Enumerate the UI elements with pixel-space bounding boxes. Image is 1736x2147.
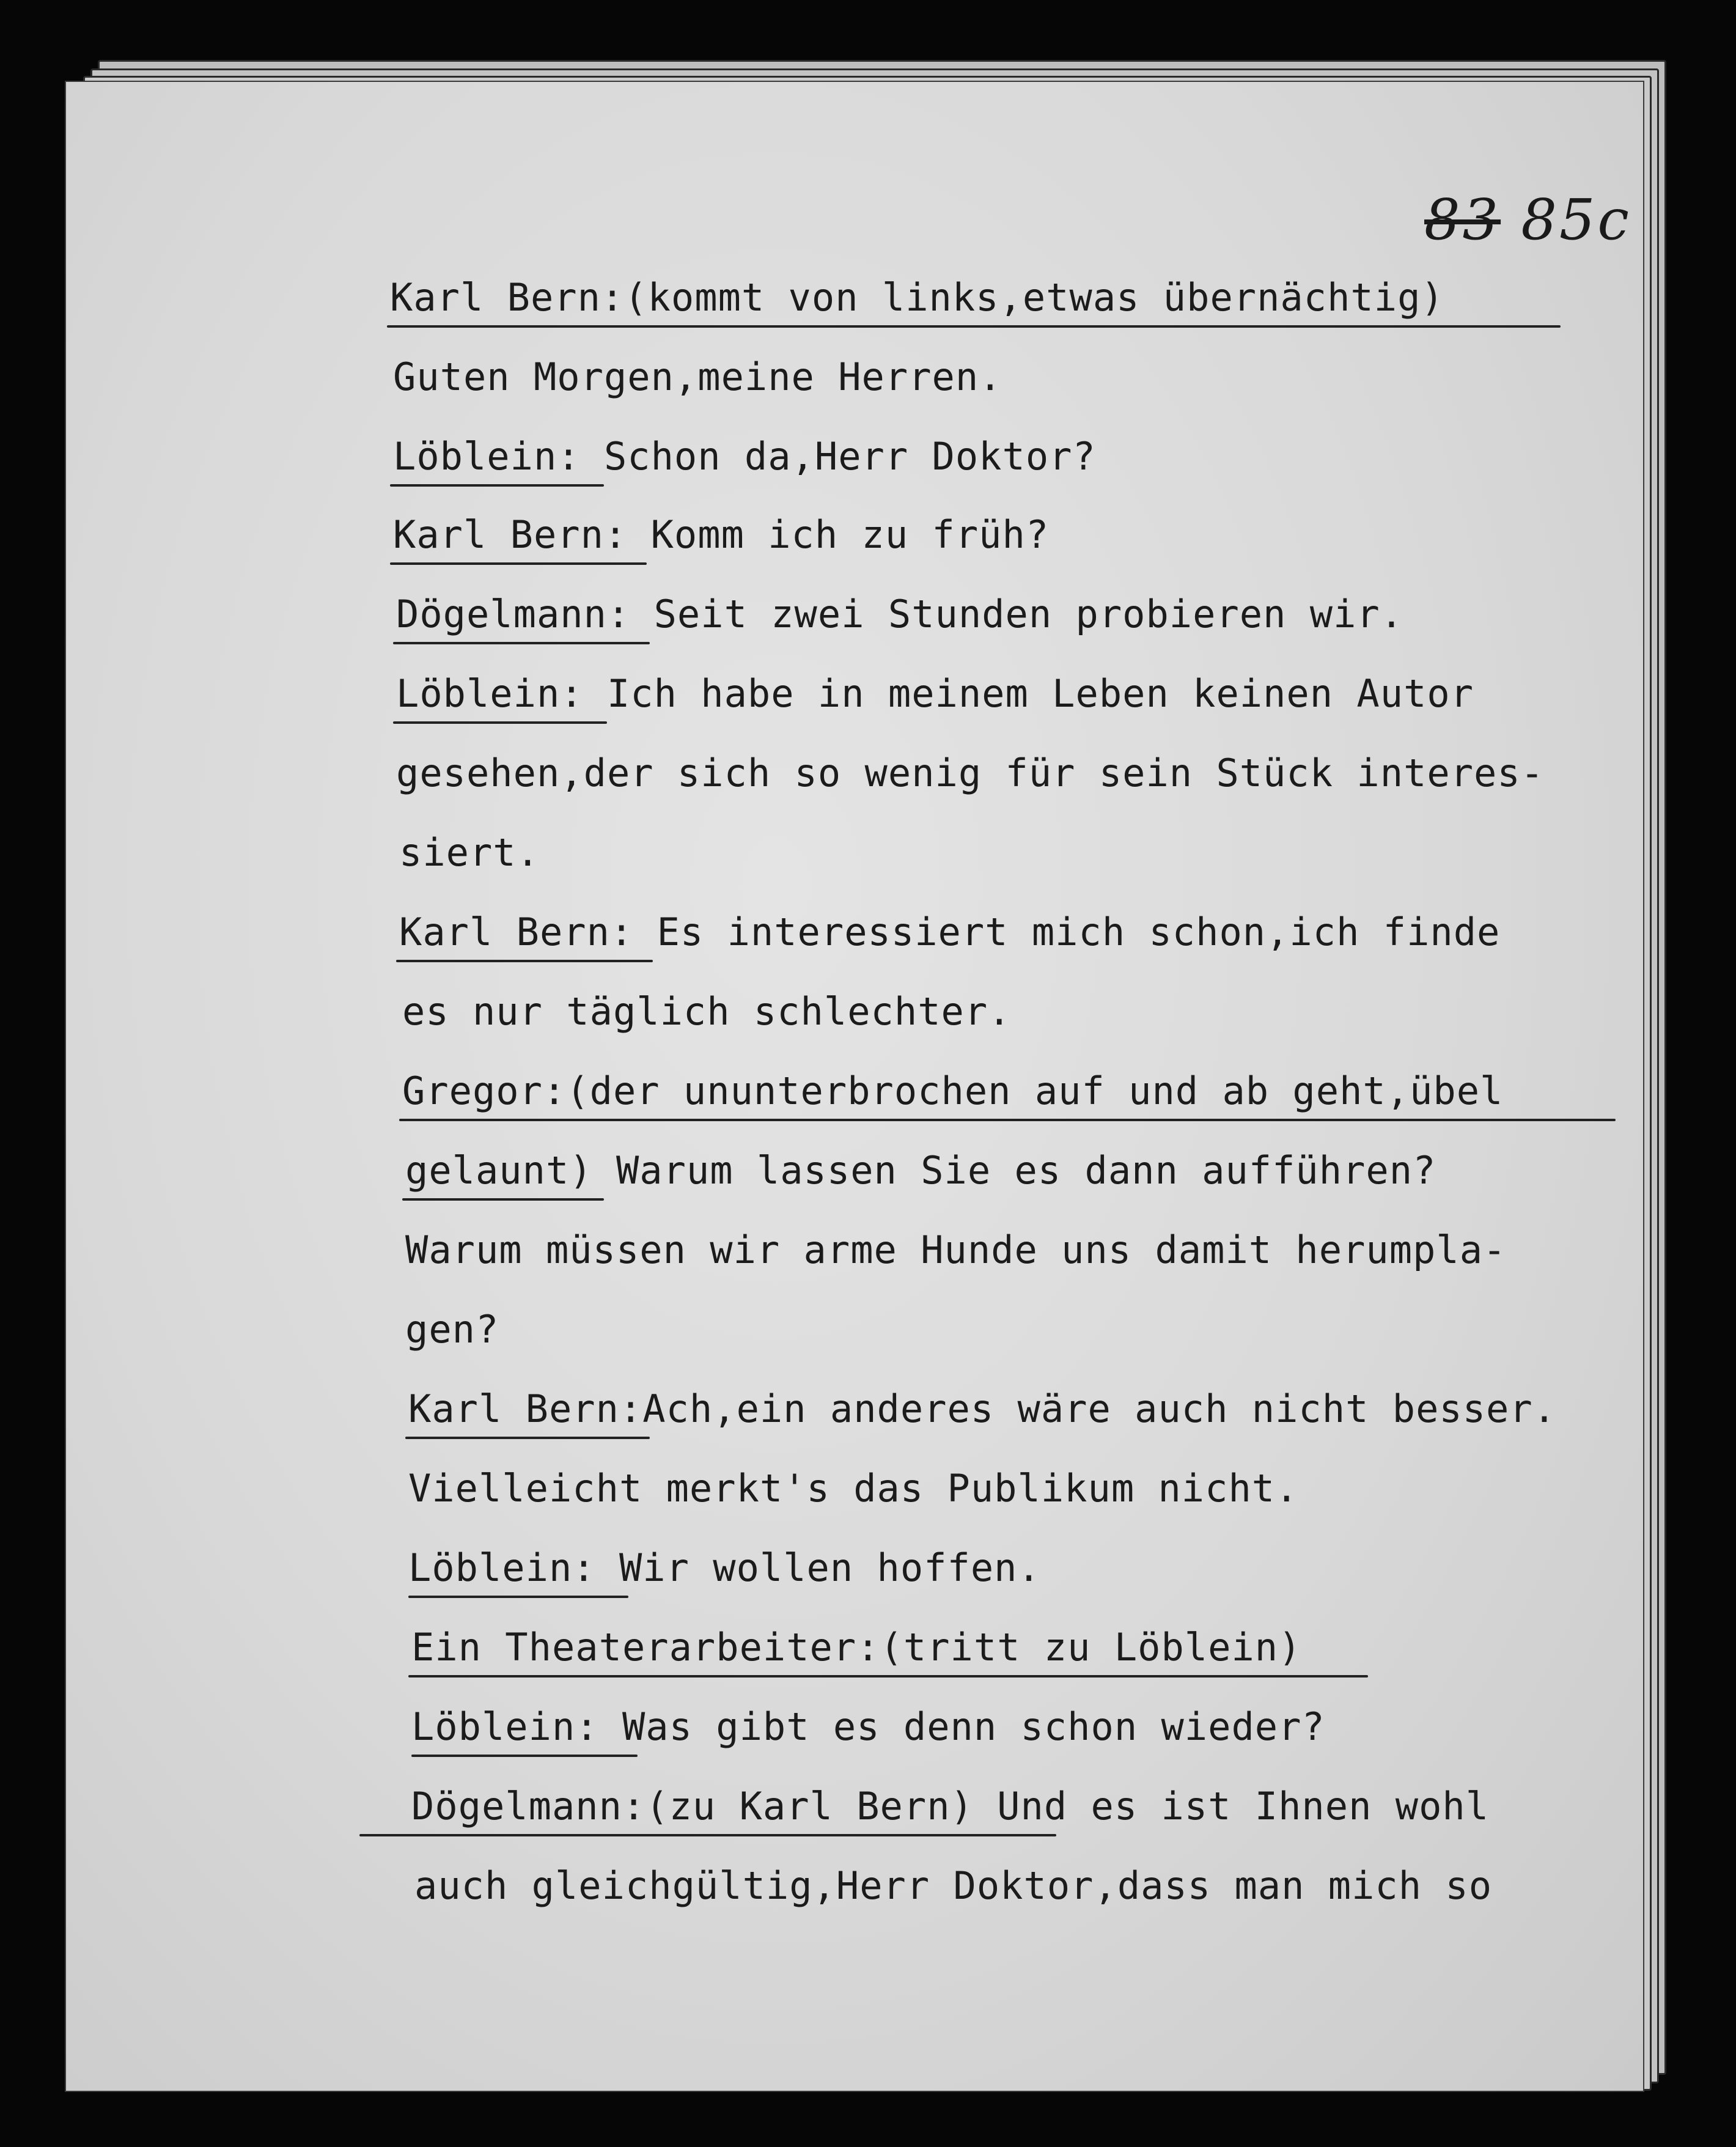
- text-line: Löblein: Ich habe in meinem Leben keinen Autor: [396, 671, 1474, 716]
- text-line: Ein Theaterarbeiter:(tritt zu Löblein): [411, 1625, 1302, 1670]
- underline: [359, 1834, 1056, 1836]
- text-line: Gregor:(der ununterbrochen auf und ab geht,übel: [402, 1069, 1504, 1113]
- text-line: es nur täglich schlechter.: [402, 989, 1012, 1034]
- underline: [396, 960, 653, 962]
- text-line: gelaunt) Warum lassen Sie es dann aufführen?: [405, 1148, 1436, 1193]
- text-line: Löblein: Schon da,Herr Doktor?: [393, 434, 1096, 479]
- underline: [411, 1755, 638, 1757]
- text-line: auch gleichgültig,Herr Doktor,dass man mich so: [414, 1863, 1493, 1908]
- underline: [393, 721, 607, 724]
- underline: [393, 642, 650, 644]
- underline: [405, 1437, 650, 1439]
- page-number: [1424, 187, 1631, 252]
- text-line: Guten Morgen,meine Herren.: [393, 355, 1002, 399]
- underline: [399, 1119, 1616, 1121]
- underline: [387, 325, 1561, 328]
- text-line: Karl Bern:Ach,ein anderes wäre auch nicht besser.: [408, 1387, 1557, 1431]
- text-line: gesehen,der sich so wenig für sein Stück interes-: [396, 751, 1545, 795]
- text-line: Löblein: Wir wollen hoffen.: [408, 1545, 1041, 1590]
- text-line: gen?: [405, 1307, 499, 1352]
- text-line: Löblein: Was gibt es denn schon wieder?: [411, 1704, 1325, 1749]
- text-line: Karl Bern: Es interessiert mich schon,ich finde: [399, 910, 1501, 954]
- text-line: Karl Bern:(kommt von links,etwas übernächtig): [390, 275, 1444, 320]
- underline: [390, 484, 604, 487]
- text-line: Vielleicht merkt's das Publikum nicht.: [408, 1466, 1299, 1511]
- page-number-struck: 83: [1424, 187, 1501, 252]
- typewritten-page: [65, 81, 1644, 2092]
- underline: [390, 562, 647, 565]
- text-line: Warum müssen wir arme Hunde uns damit herumpla-: [405, 1228, 1507, 1272]
- underline: [408, 1675, 1368, 1677]
- text-line: siert.: [399, 830, 540, 875]
- underline: [402, 1198, 604, 1201]
- underline: [408, 1596, 628, 1598]
- text-line: Dögelmann: Seit zwei Stunden probieren wir.: [396, 592, 1404, 636]
- text-line: Karl Bern: Komm ich zu früh?: [393, 512, 1050, 557]
- text-line: Dögelmann:(zu Karl Bern) Und es ist Ihnen wohl: [411, 1784, 1490, 1828]
- page-number-current: 85c: [1521, 187, 1631, 252]
